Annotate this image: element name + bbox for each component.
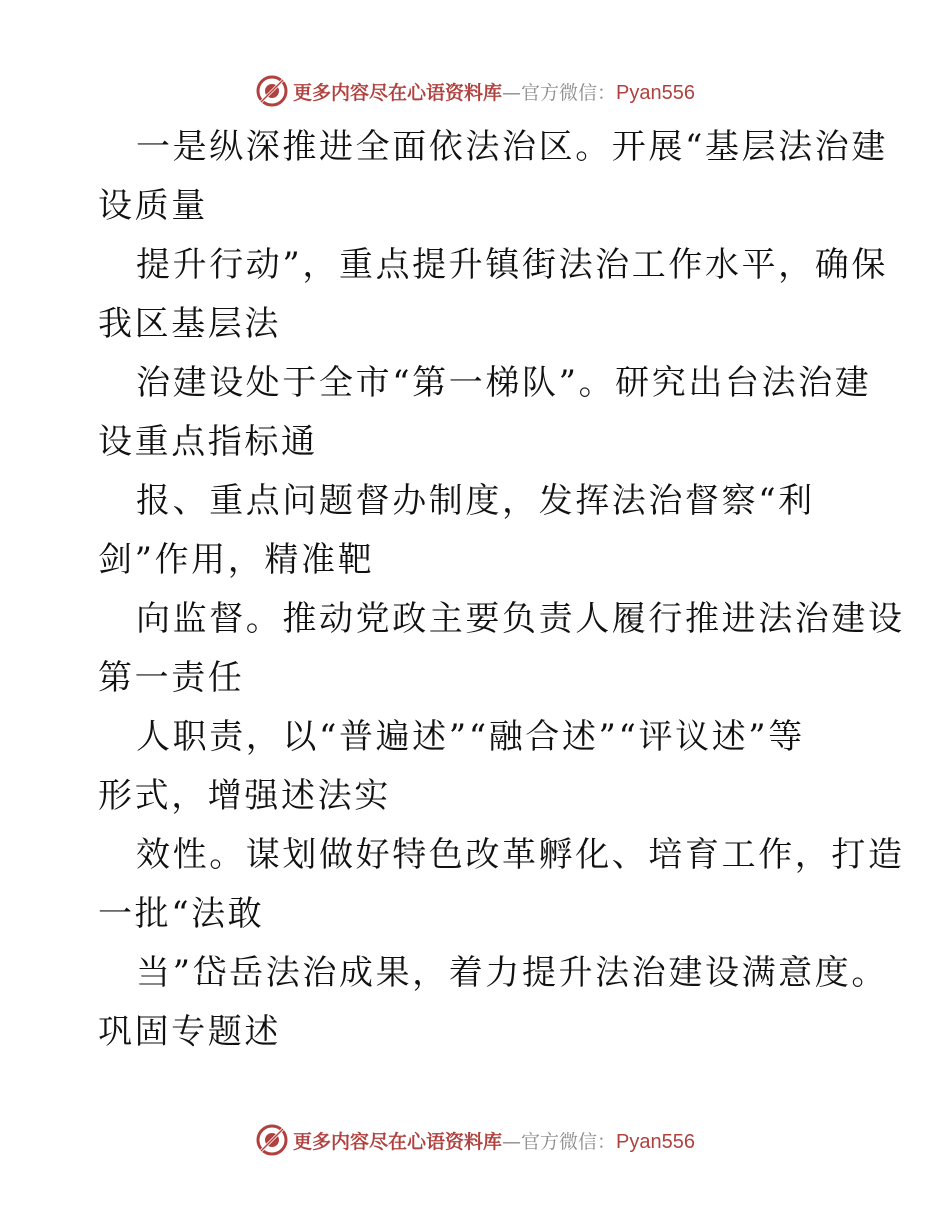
footer-banner-dash: — — [502, 1130, 522, 1153]
footer-wechat-id: Pyan556 — [616, 1130, 695, 1153]
paragraph-line: 报、重点问题督办制度，发挥法治督察“利 — [136, 481, 815, 521]
footer-banner-main: 更多内容尽在心语资料库 — [293, 1130, 503, 1153]
header-banner-label: 官方微信： — [521, 81, 617, 104]
paragraph-line: 设重点指标通 — [98, 422, 318, 462]
header-banner-main: 更多内容尽在心语资料库 — [293, 81, 503, 104]
header-banner — [0, 71, 950, 111]
header-wechat-id: Pyan556 — [616, 81, 695, 104]
paragraph-line: 巩固专题述 — [98, 1012, 281, 1052]
footer-banner — [0, 1120, 950, 1160]
paragraph-line: 提升行动”，重点提升镇街法治工作水平，确保 — [136, 245, 888, 285]
header-banner-dash: — — [502, 81, 522, 104]
brand-logo-icon — [255, 74, 289, 108]
paragraph-line: 一是纵深推进全面依法治区。开展“基层法治建 — [136, 127, 888, 167]
paragraph-line: 当”岱岳法治成果，着力提升法治建设满意度。 — [136, 953, 888, 993]
paragraph-line: 人职责，以“普遍述”“融合述”“评议述”等 — [136, 717, 805, 757]
header-banner-text — [293, 78, 695, 105]
paragraph-line: 一批“法敢 — [98, 894, 265, 934]
footer-banner-label: 官方微信： — [521, 1130, 617, 1153]
paragraph-line: 我区基层法 — [98, 304, 281, 344]
brand-logo-icon — [255, 1123, 289, 1157]
paragraph-line: 治建设处于全市“第一梯队”。研究出台法治建 — [136, 363, 872, 403]
footer-banner-text — [293, 1127, 695, 1154]
paragraph-line: 向监督。推动党政主要负责人履行推进法治建设 — [136, 599, 905, 639]
paragraph-line: 剑”作用，精准靶 — [98, 540, 375, 580]
document-body — [98, 118, 905, 1062]
paragraph-line: 设质量 — [98, 186, 208, 226]
paragraph-line: 效性。谋划做好特色改革孵化、培育工作，打造 — [136, 835, 905, 875]
paragraph-line: 第一责任 — [98, 658, 245, 698]
paragraph-line: 形式，增强述法实 — [98, 776, 391, 816]
